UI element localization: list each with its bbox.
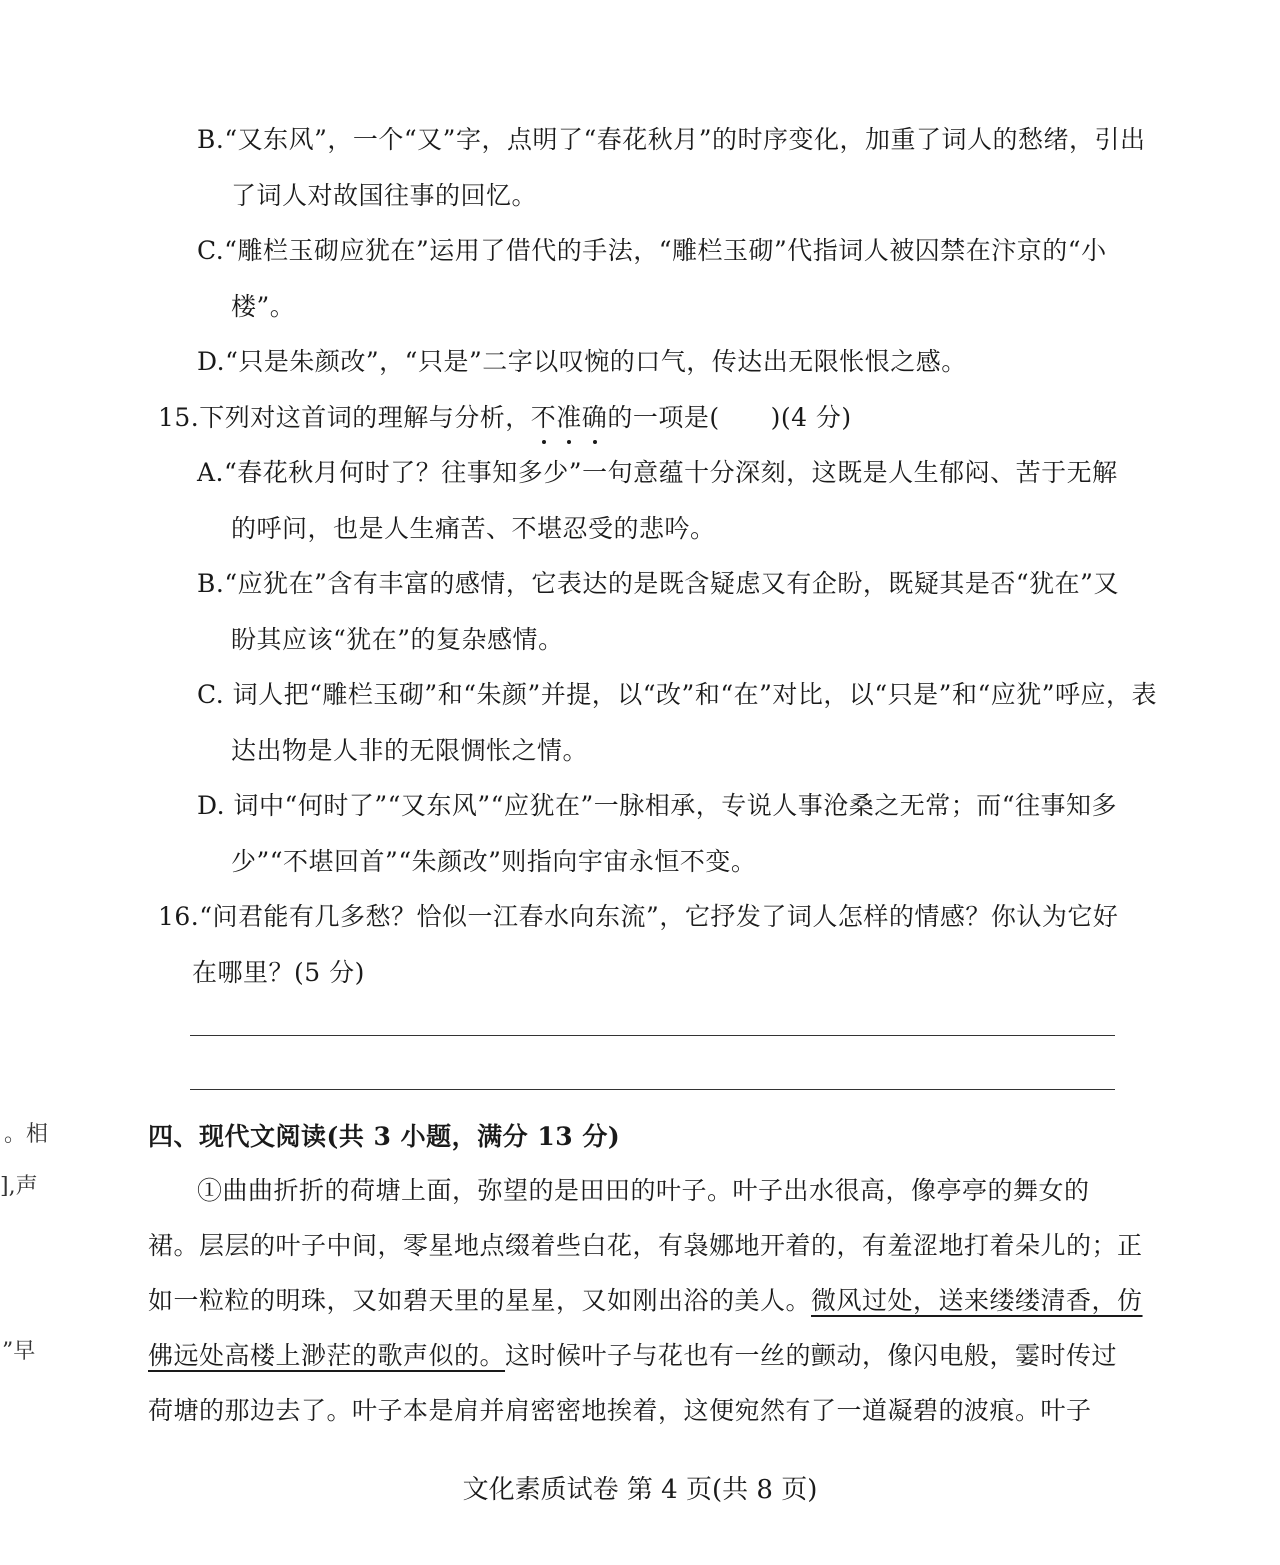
q16-stem-line2: 在哪里？(5 分) bbox=[192, 958, 365, 987]
q15-emphasis-char-3: 确 bbox=[581, 403, 608, 432]
q15-option-a-line1: A.“春花秋月何时了？往事知多少”一句意蕴十分深刻，这既是人生郁闷、苦于无解 bbox=[197, 458, 1118, 487]
margin-fragment-2: ],声 bbox=[0, 1174, 38, 1199]
answer-line-2[interactable] bbox=[190, 1089, 1115, 1090]
passage-line-3-text: 如一粒粒的明珠，又如碧天里的星星，又如刚出浴的美人。 bbox=[148, 1286, 812, 1315]
q15-option-c-line2: 达出物是人非的无限惆怅之情。 bbox=[231, 736, 589, 765]
q15-emphasis-char-2: 准 bbox=[556, 403, 582, 432]
q14-option-c-line1: C.“雕栏玉砌应犹在”运用了借代的手法，“雕栏玉砌”代指词人被囚禁在汴京的“小 bbox=[197, 236, 1107, 265]
q15-option-d-line2: 少”“不堪回首”“朱颜改”则指向宇宙永恒不变。 bbox=[231, 847, 757, 876]
q14-option-b-line1: B.“又东风”，一个“又”字，点明了“春花秋月”的时序变化，加重了词人的愁绪，引出 bbox=[197, 125, 1146, 154]
passage-line-4-text: 这时候叶子与花也有一丝的颤动，像闪电般，霎时传过 bbox=[505, 1341, 1118, 1370]
margin-fragment-1: 。相 bbox=[4, 1122, 49, 1147]
q15-option-b-line1: B.“应犹在”含有丰富的感情，它表达的是既含疑虑又有企盼，既疑其是否“犹在”又 bbox=[197, 569, 1119, 598]
q15-option-a-line2: 的呼问，也是人生痛苦、不堪忍受的悲吟。 bbox=[231, 514, 716, 543]
q15-stem-post: 的一项是( )(4 分) bbox=[607, 403, 852, 432]
passage-underlined-sentence-part2: 佛远处高楼上渺茫的歌声似的。 bbox=[148, 1341, 506, 1370]
page-footer: 文化素质试卷 第 4 页(共 8 页) bbox=[462, 1475, 818, 1505]
q15-option-c-line1: C. 词人把“雕栏玉砌”和“朱颜”并提，以“改”和“在”对比，以“只是”和“应犹”呼应，表 bbox=[197, 680, 1158, 709]
section-4-heading: 四、现代文阅读(共 3 小题，满分 13 分) bbox=[148, 1122, 621, 1151]
passage-line-5: 荷塘的那边去了。叶子本是肩并肩密密地挨着，这便宛然有了一道凝碧的波痕。叶子 bbox=[148, 1396, 1092, 1425]
q15-option-d-line1: D. 词中“何时了”“又东风”“应犹在”一脉相承，专说人事沧桑之无常；而“往事知多 bbox=[197, 791, 1118, 820]
passage-line-1: ①曲曲折折的荷塘上面，弥望的是田田的叶子。叶子出水很高，像亭亭的舞女的 bbox=[197, 1176, 1090, 1205]
q15-emphasis-char-1: 不 bbox=[530, 403, 557, 432]
passage-underlined-sentence-part1: 微风过处，送来缕缕清香，仿 bbox=[811, 1286, 1143, 1315]
q15-option-b-line2: 盼其应该“犹在”的复杂感情。 bbox=[231, 625, 564, 654]
q16-stem-line1: 16.“问君能有几多愁？恰似一江春水向东流”，它抒发了词人怎样的情感？你认为它好 bbox=[158, 902, 1119, 931]
passage-line-3 bbox=[148, 1285, 1143, 1317]
q15-stem-pre: 15.下列对这首词的理解与分析， bbox=[158, 403, 531, 432]
passage-line-4 bbox=[148, 1340, 1117, 1372]
q14-option-b-line2: 了词人对故国往事的回忆。 bbox=[231, 181, 538, 210]
margin-fragment-3: ”早 bbox=[2, 1339, 36, 1364]
passage-line-2: 裙。层层的叶子中间，零星地点缀着些白花，有袅娜地开着的，有羞涩地打着朵儿的；正 bbox=[148, 1231, 1143, 1260]
q14-option-c-line2: 楼”。 bbox=[231, 292, 296, 321]
q14-option-d-line1: D.“只是朱颜改”，“只是”二字以叹惋的口气，传达出无限怅恨之感。 bbox=[197, 347, 967, 376]
q15-stem bbox=[158, 402, 852, 434]
answer-line-1[interactable] bbox=[190, 1035, 1115, 1036]
